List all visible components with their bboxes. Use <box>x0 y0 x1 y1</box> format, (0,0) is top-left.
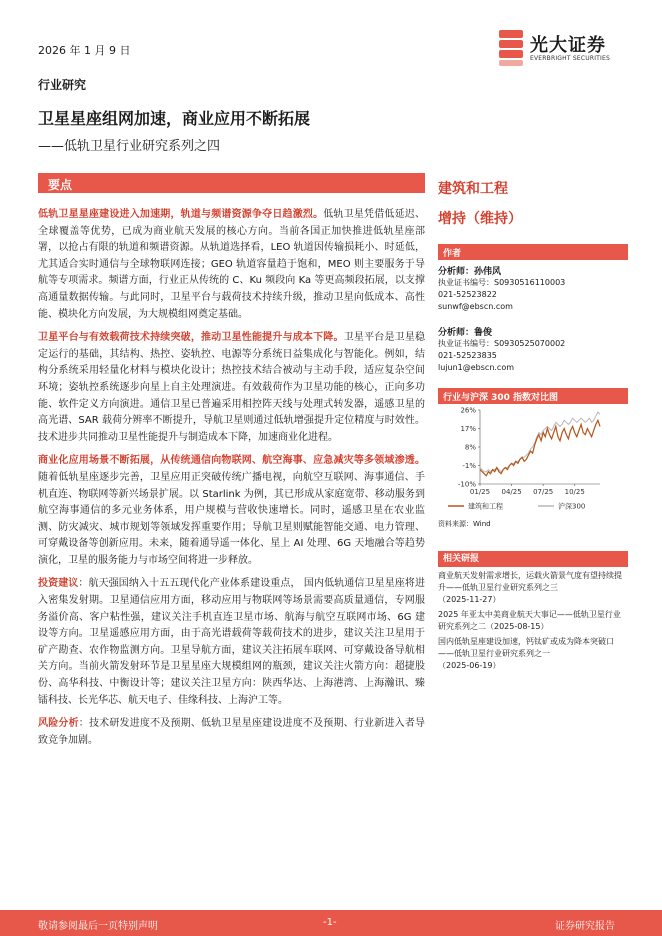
summary-body <box>38 207 425 756</box>
report-title: 卫星星座组网加速，商业应用不断拓展 <box>38 109 311 128</box>
page-number: -1- <box>323 917 337 928</box>
paragraph-body: 卫星平台是卫星稳定运行的基础，其结构、热控、姿轨控、电源等分系统日益集成化与智能化。例如，结构分系统采用轻量化材料与模块化设计；热控技术结合被动与主动手段，适应复杂空间环境；姿轨控系统逐步向星上自主处理演进。有效载荷作为卫星功能的核心，正向多功能、软件定义方向演进。通信卫星已普遍采用相控阵天线与处理式转发器，遥感卫星的高光谱、SAR 载荷分辨率不断提升，导航卫星则通过低轨增强提升定位精度与时效性。技术进步共同推动卫星性能提升与制造成本下降，加速商业化进程。 <box>38 332 426 443</box>
y-tick-label: -10% <box>457 480 476 489</box>
paragraph-lead: 卫星平台与有效载荷技术持续突破，推动卫星性能提升与成本下降。 <box>38 332 344 344</box>
investment-advice <box>38 576 425 709</box>
paragraph-body: 低轨卫星凭借低延迟、全球覆盖等优势，已成为商业航天发展的核心方向。当前各国正加快推进低轨星座部署，以抢占有限的轨道和频谱资源。从轨道选择看，LEO 轨道因传输损耗小、时延低，尤其适合实时通信与全球物联网连接；GEO 轨道容量趋于饱和，MEO 则主要服务于导航等专项需求。频谱方面，行业正从传统的 C、Ku 频段向 Ka 等更高频段拓展，以支撑高通量数据传输。与此同时，卫星平台与载荷技术持续升级，推动卫星向低成本、高性能、模块化方向发展，为大规模组网奠定基础。 <box>38 209 425 320</box>
related-report-title: 2025 年亚太中美商业航天大事记——低轨卫星行业研究系列之二 <box>438 610 621 631</box>
paragraph-lead: 风险分析 <box>38 718 79 730</box>
related-report-title: 商业航天发射需求增长，运载火箭景气度有望持续提升——低轨卫星行业研究系列之三 <box>438 571 622 592</box>
logo-text-en: EVERBRIGHT SECURITIES <box>530 55 610 62</box>
summary-header-label: 要点 <box>48 178 73 192</box>
authors-header-label: 作者 <box>443 249 462 259</box>
analyst-cert: 执业证书编号：S0930516110003 <box>438 278 566 287</box>
report-date: 2026 年 1 月 9 日 <box>38 44 131 57</box>
analyst-phone: 021-52523835 <box>438 351 497 360</box>
page-footer <box>0 910 662 936</box>
analyst-name: 分析师：鲁俊 <box>438 328 493 338</box>
related-report-date: （2025-11-27） <box>438 595 501 604</box>
risk-analysis <box>38 716 425 749</box>
related-report-date: （2025-06-19） <box>438 661 501 670</box>
series-line-benchmark <box>480 412 600 472</box>
index-comparison-chart <box>438 402 628 530</box>
paragraph-lead: 投资建议 <box>38 578 79 590</box>
related-header-label: 相关研报 <box>443 554 480 564</box>
analyst-phone: 021-52523822 <box>438 290 497 299</box>
footer-report-type: 证券研究报告 <box>555 921 615 932</box>
x-tick-label: 10/25 <box>564 488 585 496</box>
related-report-date: （2025-08-15） <box>486 622 549 631</box>
related-header-bar <box>438 551 628 567</box>
report-category: 行业研究 <box>38 78 87 92</box>
analyst-block <box>438 325 628 374</box>
logo-mark-icon <box>497 28 525 68</box>
summary-paragraph-1 <box>38 207 425 323</box>
analyst-cert: 执业证书编号：S0930525070002 <box>438 339 566 348</box>
rating: 增持（维持） <box>438 211 522 227</box>
legend-label-sector: 建筑和工程 <box>468 502 503 511</box>
x-tick-label: 04/25 <box>501 488 522 496</box>
y-tick-label: 26% <box>460 406 476 415</box>
analyst-email[interactable]: lujun1@ebscn.com <box>438 363 515 372</box>
related-reports <box>438 551 628 672</box>
related-report-2[interactable] <box>438 609 628 633</box>
series-line-sector <box>480 420 600 476</box>
sector-name: 建筑和工程 <box>438 181 508 197</box>
y-tick-label: 8% <box>464 443 476 452</box>
related-report-1[interactable] <box>438 570 628 606</box>
y-tick-label: 17% <box>460 425 476 433</box>
x-tick-label: 01/25 <box>469 488 491 496</box>
sidebar <box>438 178 628 404</box>
paragraph-lead: 低轨卫星星座建设进入加速期，轨道与频谱资源争夺日趋激烈。 <box>38 209 324 220</box>
chart-source: 资料来源：Wind <box>438 520 491 528</box>
summary-paragraph-3 <box>38 453 425 569</box>
report-subtitle: ——低轨卫星行业研究系列之四 <box>38 139 221 154</box>
legend-label-benchmark: 沪深300 <box>558 502 586 511</box>
chart-svg <box>438 402 628 518</box>
company-logo <box>497 28 627 70</box>
related-report-title: 国内低轨星座建设加速，钙钛矿或成为降本突破口——低轨卫星行业研究系列之一 <box>438 637 614 658</box>
paragraph-body: ：技术研发进度不及预期、低轨卫星星座建设进度不及预期、行业新进入者导致竞争加剧。 <box>38 718 426 746</box>
y-tick-label: -1% <box>462 462 476 470</box>
paragraph-body: ：航天强国纳入十五五现代化产业体系建设重点， 国内低轨通信卫星星座将进入密集发射期。卫星通信应用方面，移动应用与物联网等场景需要高质量通信，专网服务溢价高、客户粘性强，建议关注手机直连卫星市场、航海与航空互联网市场、6G 建设等方向。卫星遥感应用方面，由于高光谱载荷等载荷技术的进步，建议关注卫星用于矿产勘查、农作物监测方向。卫星导航方面，建议关注拓展车联网、可穿戴设备导航相关方向。当前火箭发射环节是卫星星座大规模组网的瓶颈，建议关注火箭方向：超捷股份、高华科技、中衡设计等；建议关注卫星方向：陕西华达、上海港湾、上海瀚讯、臻镭科技、长光华芯、航天电子、佳缘科技、上海沪工等。 <box>38 578 425 706</box>
authors-header-bar <box>438 244 628 260</box>
chart-header-label: 行业与沪深 300 指数对比图 <box>443 393 559 403</box>
summary-header-bar <box>38 173 425 193</box>
paragraph-body: 随着低轨星座逐步完善，卫星应用正突破传统广播电视，向航空互联网、海事通信、手机直连、物联网等新兴场景扩展。以 Starlink 为例，其已形成从家庭宽带、移动服务到航空海事通信的多元业务体系，用户规模与营收快速增长。同时，遥感卫星在农业监测、防灾减灾、城市规划等领域发挥重要作用；导航卫星则赋能智能交通、电力管理、可穿戴设备等创新应用。未来，随着通导遥一体化、星上 AI 处理、6G 天地融合等趋势演化，卫星的服务能力与市场空间将进一步释放。 <box>38 471 425 566</box>
logo-text-cn: 光大证券 <box>530 35 606 56</box>
analyst-email[interactable]: sunwf@ebscn.com <box>438 302 513 311</box>
summary-paragraph-2 <box>38 330 425 446</box>
x-tick-label: 07/25 <box>533 488 554 496</box>
analyst-name: 分析师：孙伟风 <box>438 267 502 277</box>
footer-disclaimer: 敬请参阅最后一页特别声明 <box>38 921 158 932</box>
paragraph-lead: 商业化应用场景不断拓展，从传统通信向物联网、航空海事、应急减灾等多领域渗透。 <box>38 455 425 467</box>
related-report-3[interactable] <box>438 636 628 672</box>
analyst-block <box>438 264 628 313</box>
